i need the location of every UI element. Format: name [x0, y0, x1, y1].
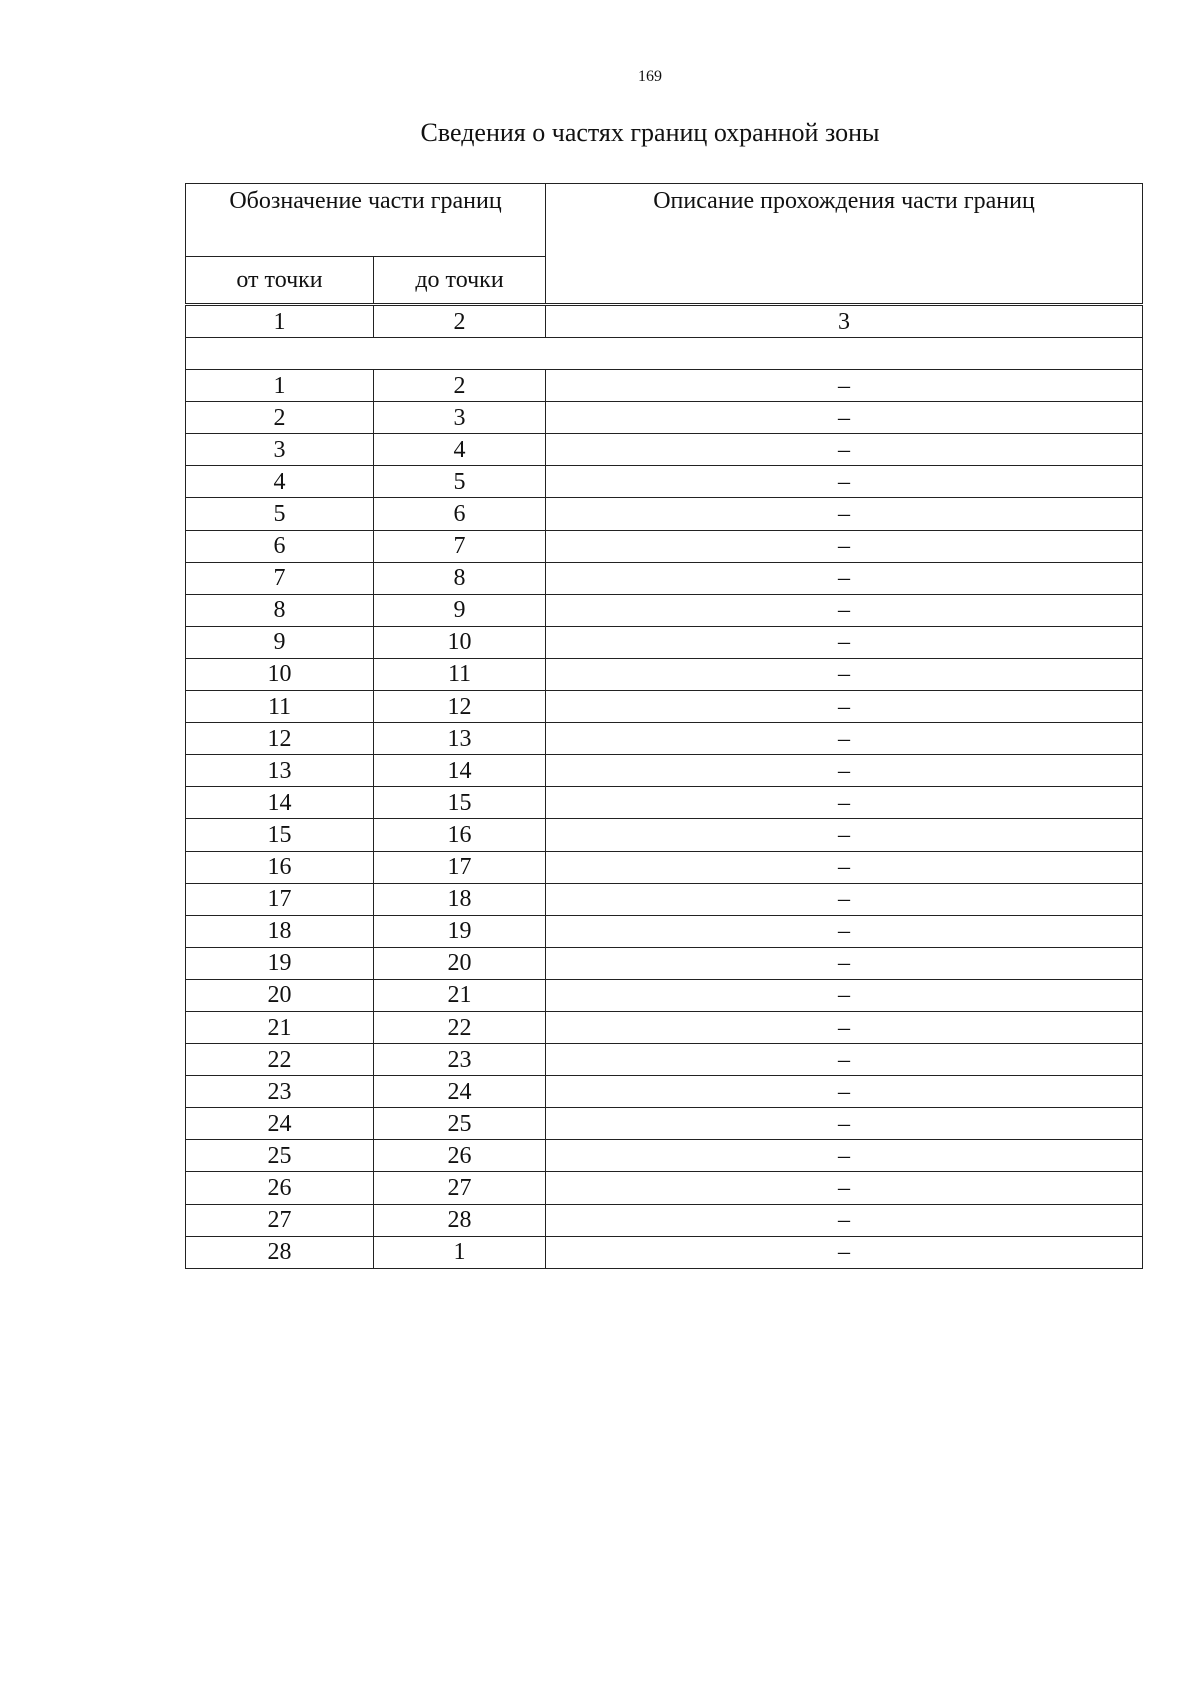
table-row [186, 1204, 1143, 1236]
to-point-cell: 21 [374, 979, 546, 1011]
table-row [186, 1236, 1143, 1268]
from-point-cell: 6 [186, 530, 374, 562]
description-cell: – [546, 723, 1143, 755]
from-point-cell: 16 [186, 851, 374, 883]
description-cell: – [546, 626, 1143, 658]
from-point-cell: 4 [186, 466, 374, 498]
description-cell: – [546, 434, 1143, 466]
document-title: Сведения о частях границ охранной зоны [420, 118, 880, 147]
description-cell: – [546, 1011, 1143, 1043]
from-point-cell: 2 [186, 402, 374, 434]
to-point-cell: 12 [374, 691, 546, 723]
from-point-cell: 12 [186, 723, 374, 755]
from-point-cell: 9 [186, 626, 374, 658]
table-row [186, 787, 1143, 819]
blank-row [186, 338, 1143, 370]
table-row [186, 947, 1143, 979]
boundary-parts-table [185, 305, 1143, 1269]
table-row [186, 434, 1143, 466]
from-point-cell: 27 [186, 1204, 374, 1236]
table-row [186, 883, 1143, 915]
table-row [186, 915, 1143, 947]
to-point-cell: 8 [374, 562, 546, 594]
to-point-cell: 7 [374, 530, 546, 562]
table-row [186, 723, 1143, 755]
description-cell: – [546, 755, 1143, 787]
to-point-cell: 9 [374, 594, 546, 626]
from-point-cell: 1 [186, 370, 374, 402]
boundary-header-table [185, 183, 1143, 304]
description-cell: – [546, 787, 1143, 819]
from-point-cell: 23 [186, 1076, 374, 1108]
table-row [186, 691, 1143, 723]
to-point-cell: 27 [374, 1172, 546, 1204]
table-row [186, 402, 1143, 434]
from-point-cell: 11 [186, 691, 374, 723]
description-cell: – [546, 1172, 1143, 1204]
to-point-cell: 15 [374, 787, 546, 819]
description-cell: – [546, 498, 1143, 530]
table-row [186, 819, 1143, 851]
column-number: 3 [546, 306, 1143, 338]
to-point-cell: 16 [374, 819, 546, 851]
table-row [186, 594, 1143, 626]
to-point-cell: 14 [374, 755, 546, 787]
table-row [186, 979, 1143, 1011]
table-row [186, 370, 1143, 402]
from-point-cell: 21 [186, 1011, 374, 1043]
table-row [186, 1172, 1143, 1204]
column-number-row [186, 306, 1143, 338]
from-point-cell: 22 [186, 1044, 374, 1076]
to-point-cell: 4 [374, 434, 546, 466]
to-point-cell: 5 [374, 466, 546, 498]
to-point-cell: 3 [374, 402, 546, 434]
from-point-cell: 14 [186, 787, 374, 819]
description-cell: – [546, 658, 1143, 690]
from-point-cell: 18 [186, 915, 374, 947]
table-row [186, 1044, 1143, 1076]
from-point-cell: 7 [186, 562, 374, 594]
from-point-cell: 26 [186, 1172, 374, 1204]
table-row [186, 658, 1143, 690]
to-point-cell: 1 [374, 1236, 546, 1268]
to-point-cell: 22 [374, 1011, 546, 1043]
to-point-cell: 10 [374, 626, 546, 658]
table-row [186, 498, 1143, 530]
description-cell: – [546, 1140, 1143, 1172]
description-cell: – [546, 1044, 1143, 1076]
blank-cell [186, 338, 1143, 370]
table-row [186, 755, 1143, 787]
description-cell: – [546, 1076, 1143, 1108]
description-cell: – [546, 562, 1143, 594]
from-point-cell: 20 [186, 979, 374, 1011]
table-row [186, 851, 1143, 883]
from-point-cell: 15 [186, 819, 374, 851]
description-cell: – [546, 979, 1143, 1011]
table-row [186, 1140, 1143, 1172]
description-header: Описание прохождения части границ [546, 184, 1143, 304]
from-point-cell: 28 [186, 1236, 374, 1268]
description-cell: – [546, 883, 1143, 915]
table-row [186, 626, 1143, 658]
to-point-cell: 25 [374, 1108, 546, 1140]
from-point-cell: 13 [186, 755, 374, 787]
table-row [186, 1011, 1143, 1043]
table-row [186, 466, 1143, 498]
table-row [186, 530, 1143, 562]
to-point-cell: 23 [374, 1044, 546, 1076]
description-cell: – [546, 1204, 1143, 1236]
description-cell: – [546, 1236, 1143, 1268]
from-point-cell: 3 [186, 434, 374, 466]
from-point-cell: 10 [186, 658, 374, 690]
from-point-cell: 5 [186, 498, 374, 530]
to-point-cell: 20 [374, 947, 546, 979]
description-cell: – [546, 947, 1143, 979]
to-point-cell: 11 [374, 658, 546, 690]
column-number: 1 [186, 306, 374, 338]
description-cell: – [546, 691, 1143, 723]
to-point-cell: 17 [374, 851, 546, 883]
description-cell: – [546, 370, 1143, 402]
description-cell: – [546, 530, 1143, 562]
description-cell: – [546, 851, 1143, 883]
from-point-cell: 24 [186, 1108, 374, 1140]
from-point-header: от точки [186, 257, 374, 304]
description-cell: – [546, 915, 1143, 947]
to-point-cell: 6 [374, 498, 546, 530]
to-point-cell: 26 [374, 1140, 546, 1172]
page-number: 169 [638, 68, 662, 85]
to-point-cell: 28 [374, 1204, 546, 1236]
from-point-cell: 17 [186, 883, 374, 915]
to-point-cell: 13 [374, 723, 546, 755]
description-cell: – [546, 466, 1143, 498]
table-row [186, 1076, 1143, 1108]
description-cell: – [546, 402, 1143, 434]
column-number: 2 [374, 306, 546, 338]
to-point-cell: 24 [374, 1076, 546, 1108]
description-cell: – [546, 1108, 1143, 1140]
table-row [186, 1108, 1143, 1140]
description-cell: – [546, 594, 1143, 626]
from-point-cell: 8 [186, 594, 374, 626]
to-point-cell: 19 [374, 915, 546, 947]
description-cell: – [546, 819, 1143, 851]
to-point-header: до точки [374, 257, 546, 304]
to-point-cell: 18 [374, 883, 546, 915]
designation-header: Обозначение части границ [186, 184, 546, 257]
from-point-cell: 25 [186, 1140, 374, 1172]
from-point-cell: 19 [186, 947, 374, 979]
table-row [186, 562, 1143, 594]
to-point-cell: 2 [374, 370, 546, 402]
